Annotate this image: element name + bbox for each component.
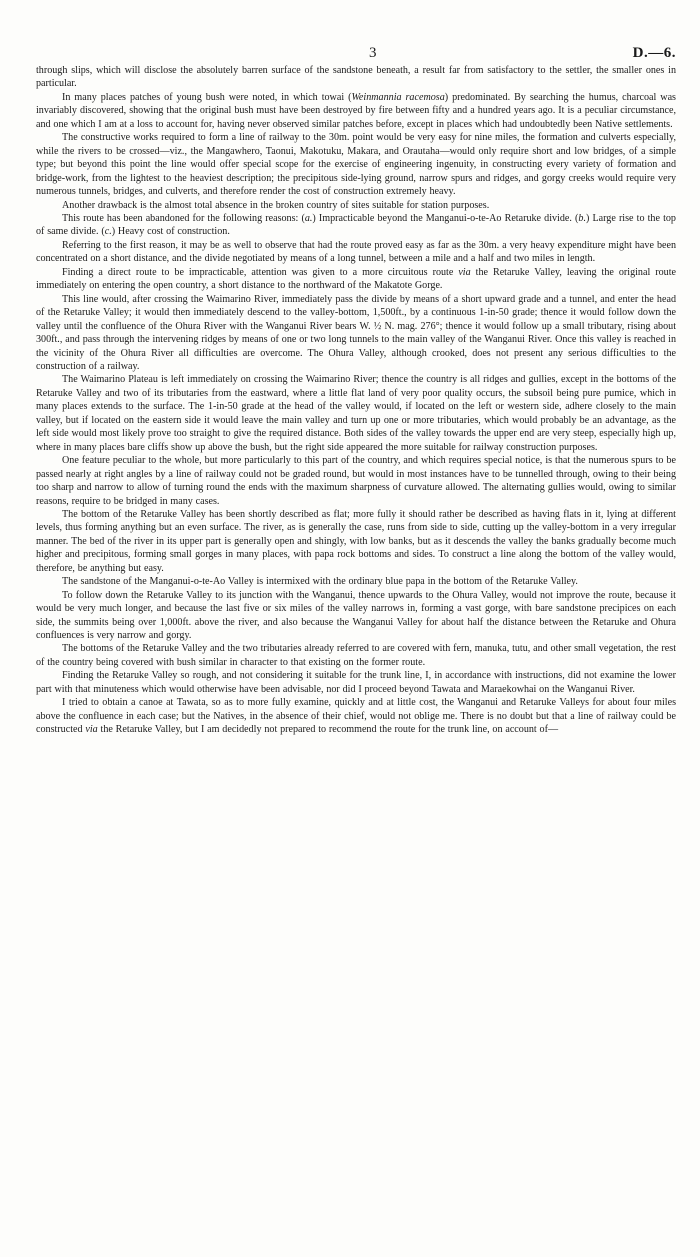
text-run: One feature peculiar to the whole, but more particularly to this part of the country, and which requires special notice, is that the numerous spurs to be passed nearly at right angles by a line of railway could not be graded round, but would in most instances have to be tunnelled through, owing to their being too sharp and narrow to allow of turning round the ends with the maximum sharpness of curvature allowed. The alternating gullies would, owing to similar reasons, require to be bridged in many cases. [36,455,676,507]
paragraph [36,589,676,643]
paragraph [36,131,676,198]
paragraph [36,696,676,736]
text-run: the Retaruke Valley, leaving the original route immediately on entering the open country, a short distance to the northward of the Makatote Gorge. [36,266,676,292]
paragraph [36,454,676,508]
paragraph [36,508,676,575]
text-run: The sandstone of the Manganui-o-te-Ao Valley is intermixed with the ordinary blue papa in the bottom of the Retaruke Valley. [62,576,578,588]
paragraph [36,212,676,239]
paragraph [36,64,676,91]
paragraph [36,575,676,588]
text-run: through slips, which will disclose the absolutely barren surface of the sandstone beneath, a result far from satisfactory to the settler, the smaller ones in particular. [36,65,676,90]
text-run: Referring to the first reason, it may be as well to observe that had the route proved easy as far as the 30m. a very heavy expenditure might have been concentrated on a short distance, and the divide negotiated by means of a long tunnel, between a mile and a half and two miles in length. [36,239,676,265]
paragraph [36,239,676,266]
paragraph [36,373,676,454]
text-run: The bottoms of the Retaruke Valley and the two tributaries already referred to are covered with fern, manuka, tutu, and other small vegetation, the rest of the country being covered with bush similar in character to that existing on the former route. [36,643,676,668]
paragraph [36,91,676,131]
text-run: ) Heavy cost of construction. [111,226,230,238]
text-run: The bottom of the Retaruke Valley has been shortly described as flat; more fully it should rather be described as having flats in it, lying at different levels, thus forming anything but an even surface. The river, as is generally the case, runs from side to side, cutting up the valley-bottom in a very irregular manner. The bed of the river in its upper part is generally open and shingly, with low banks, but as it descends the valley the banks gradually become much higher and precipitous, forming small gorges in many places, with papa rock bottoms and sides. To construct a line along the bottom of the valley would, therefore, be anything but easy. [36,508,676,574]
text-run: The Waimarino Plateau is left immediately on crossing the Waimarino River; thence the country is all ridges and gullies, except in the bottoms of the Retaruke Valley and two of its tributaries from the eastward, where a little flat land of very poor quality occurs, the subsoil being pure pumice, which in many places extends to the surface. The 1-in-50 grade at the head of the valley would, if located on the left or western side, adhere closely to the main valley, but if located on the eastern side it would leave the main valley and turn up one or more tributaries, which would probably be an advantage, as the left side would most likely prove too straight to give the required distance. Both sides of the valley towards the upper end are very steep, especially high up, where in many places bare cliffs show up above the bush, but the right side appeared the more suitable for railway construction purposes. [36,374,676,453]
text-run: I tried to obtain a canoe at Tawata, so as to more fully examine, quickly and at little cost, the Wanganui and Retaruke Valleys for about four miles above the confluence in each case; but the Natives, in the absence of their chief, would not oblige me. There is no doubt but that a line of railway could be constructed [36,697,676,736]
document-reference: D.—6. [632,45,676,61]
text-run: ) predominated. By searching the humus, charcoal was invariably discovered, showing that the original bush must have been destroyed by fire between fifty and a hundred years ago. It is a peculiar circumstance, and one which I am at a loss to account for, having never observed similar patches before, except in places which had undoubtedly been Native settlements. [36,91,676,130]
text-run: the Retaruke Valley, but I am decidedly not prepared to recommend the route for the trunk line, on account of— [97,724,559,736]
italic-text: via [458,266,471,278]
text-run: ) Large rise to the top of same divide. ( [36,212,676,238]
italic-text: Weinmannia racemosa [351,91,445,103]
text-run: To follow down the Retaruke Valley to its junction with the Wanganui, thence upwards to the Ohura Valley, would not improve the route, because it would be very much longer, and because the last five or six miles of the valley narrows in, forming a vast gorge, with bare sandstone precipices on each side, the summits being over 1,000ft. above the river, and also because the Wanganui Valley for about half the distance between the Retaruke and Ohura confluences is very narrow and gorgy. [36,589,676,642]
paragraph [36,266,676,293]
paragraph [36,642,676,669]
text-run: Finding the Retaruke Valley so rough, and not considering it suitable for the trunk line, I, in accordance with instructions, did not examine the lower part with that minuteness which would otherwise have been advisable, nor did I proceed beyond Tawata and Maraekowhai on the Wanganui River. [36,670,676,695]
paragraph [36,669,676,696]
body-text [36,64,676,737]
page-number: 3 [369,45,377,61]
text-run: Another drawback is the almost total absence in the broken country of sites suitable for station purposes. [62,199,490,211]
text-run: ) Impracticable beyond the Manganui-o-te-Ao Retaruke divide. ( [312,212,579,224]
italic-text: a. [304,212,313,224]
paragraph [36,199,676,212]
paragraph [36,293,676,374]
text-run: This line would, after crossing the Waimarino River, immediately pass the divide by means of a short upward grade and a tunnel, and enter the head of the Retaruke Valley; it would then immediately descend to the valley-bottom, 1,500ft., by a continuous 1-in-50 grade; thence it would follow down the valley until the confluence of the Ohura River with the Wanganui River bears W. ½ N. mag. 276°; thence it would follow up a small tributary, rising about 300ft., and pass through the intervening ridges by means of one or two long tunnels to the main valley of the Wanganui River. Once this valley is reached in the vicinity of the Ohura River all difficulties are overcome. The Ohura Valley, although crooked, does not present any serious difficulties to the construction of a railway. [36,293,676,372]
italic-text: c. [104,226,112,238]
text-run: Finding a direct route to be impracticable, attention was given to a more circuitous route [62,266,459,278]
text-run: In many places patches of young bush were noted, in which towai ( [62,91,352,103]
text-run: The constructive works required to form a line of railway to the 30m. point would be very easy for nine miles, the formation and culverts especially, while the rivers to be crossed—viz., the Mangawhero, Taonui, Makotuku, Makara, and Orautaha—would only require short and low bridges, of a simple type; but beyond this point the line would offer special scope for the exercise of engineering ingenuity, in constructing every variety of formation and bridge-work, from the lightest to the heaviest description; the precipitous side-lying ground, narrow spurs and ridges, and gorgy creeks would require very numerous tunnels, bridges, and culverts, and therefore render the cost of construction extremely heavy. [36,132,676,198]
italic-text: via [85,724,98,736]
text-run: This route has been abandoned for the following reasons: ( [62,212,305,224]
page-header [36,0,676,64]
italic-text: b. [578,212,586,224]
